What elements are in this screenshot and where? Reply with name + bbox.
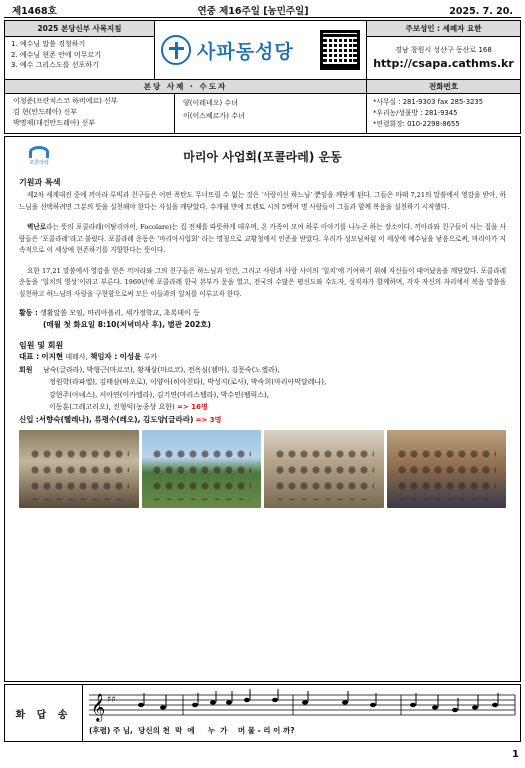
focolare-logo-icon xyxy=(19,146,59,166)
member-line: 강현주(아녜스), 서아연(이카엘라), 김기연(마리스텔라), 박수민(펠릭스), xyxy=(49,390,269,399)
music-staff xyxy=(83,685,520,741)
activity-text: 생활말씀 모임, 마리아폴리, 세가정학교, 초록데이 등 xyxy=(37,309,200,317)
qr-code-icon[interactable] xyxy=(320,30,360,70)
parish-cross-logo-icon xyxy=(161,35,191,65)
clergy-box xyxy=(4,80,521,134)
responsorial-label: 화 답 송 xyxy=(5,685,83,741)
svg-text:♯♯: ♯♯ xyxy=(107,695,116,705)
article-paragraph: 벽난로라는 뜻의 포콜라레(이탈리아어, Focolare)는 집 전체를 따뜻하게 데우며, 온 가족이 모여 하루 이야기를 나누곤 하는 장소이다. 끼아라와 친구들이 사는 집을 사람들은 ‘포콜라레’라고 불렀다. 포콜라레 운동은 ‘마리아사업회’ 라는 명칭으로 교황청에서 인준을 받았다. 우리가 성모님처럼 이 세상에 예수님을 낳음으로써, 마리아가 지속적으로 이 세상에 현존하기를 지향한다는 뜻이다. xyxy=(19,223,506,254)
member-count: => 16명 xyxy=(177,403,208,411)
meeting-schedule: (매월 첫 화요일 8:10(저녁미사 후), 별관 202호) xyxy=(43,320,211,329)
article-paragraph: 요한 17,21 말씀에서 영감을 얻은 끼아라와 그의 친구들은 하느님과 인간, 그리고 사람과 사람 사이의 ‘일치’에 기여하기 위해 자신들이 태어났음을 깨닫았다. 포콜라레 운동을 ‘일치의 영성’이라고 부른다. 1969년에 포콜라레 한국 본부가 문을 열고, 전국의 수많은 평신도와 수도자, 성직자가 함께하며, 각자 자신의 자리에서 복음 말씀을 실천하고 하느님의 사랑을 구현함으로써 모든 이들과의 일치를 이루고자 한다. xyxy=(19,266,506,298)
activity-label: 활동 : xyxy=(19,309,38,317)
issue-number: 제1468호 xyxy=(12,6,57,17)
priest-name: 이청준(프란치스코 하비에르) 신부 xyxy=(13,97,118,105)
liturgical-week: 연중 제16주일 [농민주일] xyxy=(197,6,309,17)
parish-address: 경남 창원시 성산구 동산로 168 xyxy=(395,46,492,54)
article-title: 마리아 사업회(포콜라레) 운동 xyxy=(183,149,342,164)
article-box xyxy=(4,136,521,682)
group-photo xyxy=(19,430,139,508)
member-line: 남숙(글라라), 박형근(마르코), 황재삼(마르코), 전옥심(젬마), 김문숙(노엘라), xyxy=(43,365,280,374)
phones-title: 전화번호 xyxy=(367,80,520,94)
hymn-lyrics: (후렴) 주 님, 당신의 천 막 에 누 가 머 물 - 리 이 까? xyxy=(89,726,295,735)
member-line: 이동훈(그레고리오), 진형익(농종상 요한) xyxy=(49,403,175,411)
responsorial-psalm xyxy=(4,684,521,742)
parish-name: 사파동성당 xyxy=(197,40,294,63)
header-box xyxy=(4,20,521,80)
nun-name: 이(이스베르가) 수녀 xyxy=(183,112,245,120)
focolare-logo-text: 포콜라레 xyxy=(29,160,49,166)
parish-url-link[interactable]: http://csapa.cathms.kr xyxy=(373,57,514,70)
goal-item: 1. 예수님 말씀 경청하기 xyxy=(11,40,86,48)
issue-date: 2025. 7. 20. xyxy=(449,6,513,17)
parish-info xyxy=(367,21,520,79)
origin-heading: 기원과 특색 xyxy=(19,178,61,187)
chief-name: 이성윤 xyxy=(119,352,142,361)
clergy-title: 본당 사제 · 수도자 xyxy=(5,80,366,94)
photo-strip xyxy=(19,430,506,508)
priests-list xyxy=(5,94,175,133)
nun-name: 양(이레네오) 수녀 xyxy=(183,99,239,107)
phone-item: *우리농/성물방 : 281-9345 xyxy=(373,109,458,117)
parish-branding xyxy=(155,21,367,79)
member-label: 회원 xyxy=(19,365,33,374)
pastoral-goals xyxy=(5,21,155,79)
members-heading: 임원 및 회원 xyxy=(19,341,64,350)
music-notation-icon xyxy=(83,685,520,725)
member-line: 정원학(라파엘), 김태삼(바오로), 이양아(히야친타), 박성지(로사), 박숙희(마리아막달레나), xyxy=(49,378,327,386)
phone-item: *사무실 : 281-9303 fax 285-3235 xyxy=(373,98,484,106)
hearth-term: 벽난로 xyxy=(27,223,47,231)
activities xyxy=(19,308,506,330)
article-paragraph: 제2차 세계대전 중에 끼아라 루빅과 친구들은 어떤 폭탄도 무너뜨릴 수 없는 것은 ‘사랑이신 하느님’ 뿐임을 깨닫게 된다. 그들은 마태 7,21의 말씀에서 영감을 받아, 하느님을 선택하려면 그분의 뜻을 실천해야 한다는 사실을 깨닫았다. 수개월 만에 트렌토 시의 5백여 명 사람들이 그들과 함께 복음을 실천하기 시작했다. xyxy=(19,191,506,211)
group-photo xyxy=(264,430,384,508)
group-photo xyxy=(387,430,507,508)
pastoral-goals-title: 2025 본당신부 사목지침 xyxy=(5,21,154,37)
goal-item: 3. 예수 그리스도를 선포하기 xyxy=(11,61,99,69)
phone-item: *연령회장: 010-2298-8655 xyxy=(373,120,460,128)
phones-list xyxy=(367,94,520,133)
group-photo xyxy=(142,430,262,508)
priest-name: 김 현(안드레아) 신부 xyxy=(13,108,78,116)
page-number: 1 xyxy=(512,749,519,760)
members-list: 대표 : 이지현 데레사, 책임자 : 이성윤 루카 회원 남숙(글라라), 박형근(마르코), 황재삼(마르코), 전옥심(젬마), 김문숙(노엘라), 정원학(라파엘), 김태삼(바오로), 이양아(히야친타), 박성지(로사), 박숙희(마리아막달레나), 강현주(아녜스), 서아연(이카엘라), 김기연(마리스텔라), 박수민(펠릭스), 이동훈(그레고리오), 진형익(농종상 요한) => 16명 신입 :서향숙(헬레나), 류평수(레오), 김도양(글라라) => 3명 xyxy=(19,352,327,424)
representative-name: 이지현 xyxy=(41,352,64,361)
new-member-label: 신입 xyxy=(19,414,34,424)
nuns-list xyxy=(175,94,366,133)
svg-text:𝄞: 𝄞 xyxy=(91,693,106,721)
new-members: :서향숙(헬레나), 류평수(레오), 김도양(글라라) xyxy=(35,414,194,424)
goal-item: 2. 예수님 현존 안에 머무르기 xyxy=(11,50,101,59)
priest-name: 박명제(대건안드레아) 신부 xyxy=(13,119,96,127)
new-member-count: => 3명 xyxy=(195,415,222,424)
masthead-line xyxy=(4,4,521,18)
patron-saint: 주보성인 : 세례자 요한 xyxy=(367,21,520,37)
